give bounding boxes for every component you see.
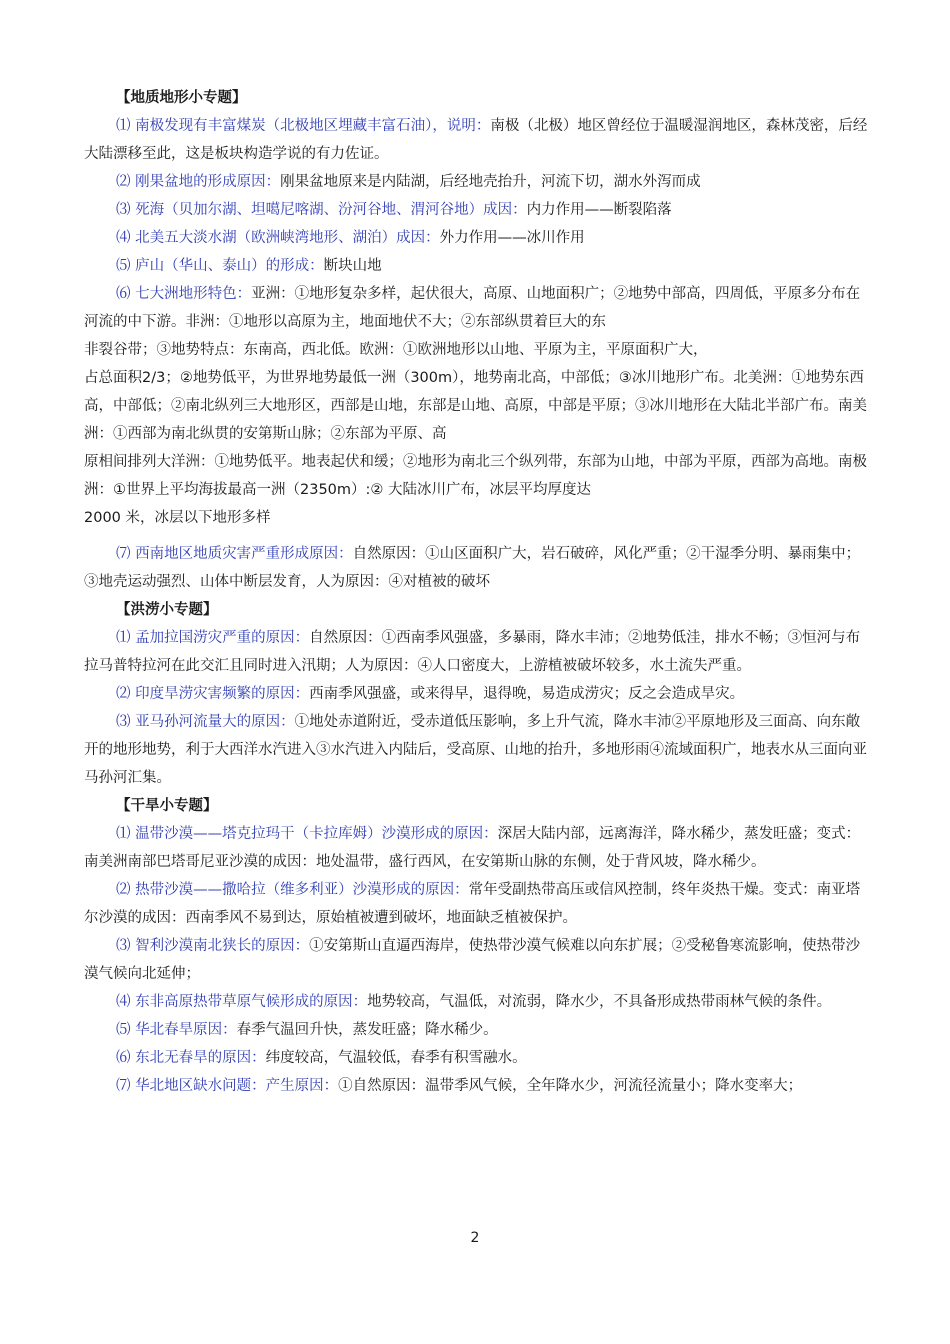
item-text: 非裂谷带；③地势特点：东南高，西北低。欧洲：①欧洲地形以山地、平原为主，平原面积广大， [84, 342, 708, 358]
item-congo-basin [84, 168, 870, 196]
item-text: 深居大陆内部，远离海洋，降水稀少，蒸发旺盛；变式：南美洲南部巴塔哥尼亚沙漠的成因：地处温带，盛行西风，在安第斯山脉的东侧，处于背风坡，降水稀少。 [84, 826, 861, 870]
item-antarctic-coal [84, 112, 870, 168]
item-tropical-desert [84, 876, 870, 932]
item-text: 原相间排列大洋洲：①地势低平。地表起伏和缓；②地形为南北三个纵列带，东部为山地，中部为平原，西部为高地。南极洲： [84, 454, 867, 498]
item-dead-sea [84, 196, 870, 224]
item-heading: ⑹ 东北无春旱的原因： [116, 1050, 266, 1066]
item-heading: ⑶ 亚马孙河流量大的原因： [116, 714, 295, 730]
item-text: 米，冰层以下地形多样 [120, 510, 271, 526]
item-india-drought-flood [84, 680, 870, 708]
item-heading: ⑺ 西南地区地质灾害严重形成原因： [116, 546, 353, 562]
item-southwest-disasters [84, 540, 870, 596]
item-text: 断块山地 [323, 258, 382, 274]
item-heading: ⑷ 东非高原热带草原气候形成的原因： [116, 994, 368, 1010]
item-heading: ⑶ 智利沙漠南北狭长的原因： [116, 938, 310, 954]
item-north-china-spring-drought [84, 1016, 870, 1044]
item-text: 自然原因：①西南季风强盛，多暴雨，降水丰沛；②地势低洼，排水不畅；③恒河与布拉马普特拉河在此交汇且同时进入汛期；人为原因：④人口密度大，上游植被破坏较多，水土流失严重。 [84, 630, 861, 674]
item-heading: ⑶ 死海（贝加尔湖、坦噶尼喀湖、汾河谷地、渭河谷地）成因： [116, 202, 527, 218]
item-heading: ⑸ 庐山（华山、泰山）的形成： [116, 258, 324, 274]
item-text: ①安第斯山直逼西海岸，使热带沙漠气候难以向东扩展；②受秘鲁寒流影响，使热带沙漠气候向北延伸； [84, 938, 861, 982]
item-text: 外力作用——冰川作用 [439, 230, 585, 246]
item-text: 内力作用——断裂陷落 [526, 202, 672, 218]
section-title-flood: 【洪涝小专题】 [116, 602, 218, 618]
item-heading: ⑹ 七大洲地形特色： [116, 286, 252, 302]
item-text: ①自然原因：温带季风气候，全年降水少，河流径流量小；降水变率大； [338, 1078, 803, 1094]
item-text: 刚果盆地原来是内陆湖，后经地壳抬升，河流下切，湖水外泻而成 [280, 174, 701, 190]
item-text: 地势较高，气温低，对流弱，降水少，不具备形成热带雨林气候的条件。 [367, 994, 832, 1010]
item-text: 南极（北极）地区曾经位于温暖湿润地区，森林茂密，后经大陆漂移至此，这是板块构造学说的有力佐证。 [84, 118, 868, 162]
item-text: 亚洲：①地形复杂多样，起伏很大，高原、山地面积广；②地势中部高，四周低，平原多分布在河流的中下游。非洲：①地形以高原为主，地面地伏不大；②东部纵贯着巨大的东 [84, 286, 861, 330]
item-heading: ⑵ 印度旱涝灾害频繁的原因： [116, 686, 310, 702]
item-text: 北美洲：①地势东西高，中部低；②南北纵列三大地形区，西部是山地，东部是山地、高原，中部是平原；③冰川地形在大陆北半部广布。南美洲：①西部为南北纵贯的安第斯山脉；②东部为平原、高 [84, 370, 867, 442]
item-temperate-desert [84, 820, 870, 876]
item-text: ①世界上平均海拔最高一洲（2350m）:② 大陆冰川广布，冰层平均厚度达 [113, 482, 592, 498]
item-text: 2000 [84, 510, 121, 526]
item-lushan [84, 252, 870, 280]
item-northeast-no-drought [84, 1044, 870, 1072]
item-bangladesh-flood [84, 624, 870, 680]
item-text: 春季气温回升快，蒸发旺盛；降水稀少。 [236, 1022, 498, 1038]
item-heading: ⑷ 北美五大淡水湖（欧洲峡湾地形、湖泊）成因： [116, 230, 440, 246]
item-great-lakes [84, 224, 870, 252]
item-continents [84, 280, 870, 532]
item-text: 西南季风强盛，或来得早，退得晚，易造成涝灾；反之会造成旱灾。 [309, 686, 745, 702]
item-chile-desert [84, 932, 870, 988]
item-north-china-water-shortage [84, 1072, 870, 1100]
item-amazon-flow [84, 708, 870, 792]
section-title-drought: 【干旱小专题】 [116, 798, 218, 814]
item-heading: ⑴ 南极发现有丰富煤炭（北极地区埋藏丰富石油），说明： [116, 118, 491, 134]
document-page [84, 84, 870, 1100]
item-heading: ⑵ 热带沙漠——撒哈拉（维多利亚）沙漠形成的原因： [116, 882, 469, 898]
item-east-africa-savanna [84, 988, 870, 1016]
section-title-geology: 【地质地形小专题】 [116, 90, 247, 106]
item-text: ①地处赤道附近，受赤道低压影响，多上升气流，降水丰沛②平原地形及三面高、向东敞开的地形地势，利于大西洋水汽进入③水汽进入内陆后，受高原、山地的抬升，多地形雨④流域面积广，地表水从三面向亚马孙河汇集。 [84, 714, 867, 786]
item-text: 2/3；②地势低平，为世界地势最低一洲（300m），地势南北高，中部低；③冰川地形广布。 [142, 370, 734, 386]
item-heading: ⑵ 刚果盆地的形成原因： [116, 174, 281, 190]
item-text: 常年受副热带高压或信风控制，终年炎热干燥。变式：南亚塔尔沙漠的成因：西南季风不易到达，原始植被遭到破坏，地面缺乏植被保护。 [84, 882, 861, 926]
item-heading: ⑺ 华北地区缺水问题：产生原因： [116, 1078, 339, 1094]
item-text: 纬度较高，气温较低，春季有积雪融水。 [265, 1050, 527, 1066]
item-heading: ⑴ 孟加拉国涝灾严重的原因： [116, 630, 310, 646]
item-heading: ⑴ 温带沙漠——塔克拉玛干（卡拉库姆）沙漠形成的原因： [116, 826, 498, 842]
item-text: 占总面积 [84, 370, 142, 386]
item-text: 自然原因：①山区面积广大，岩石破碎，风化严重；②干湿季分明、暴雨集中；③地壳运动强烈、山体中断层发育，人为原因：④对植被的破坏 [84, 546, 861, 590]
page-number: 2 [470, 1230, 480, 1246]
item-heading: ⑸ 华北春旱原因： [116, 1022, 237, 1038]
